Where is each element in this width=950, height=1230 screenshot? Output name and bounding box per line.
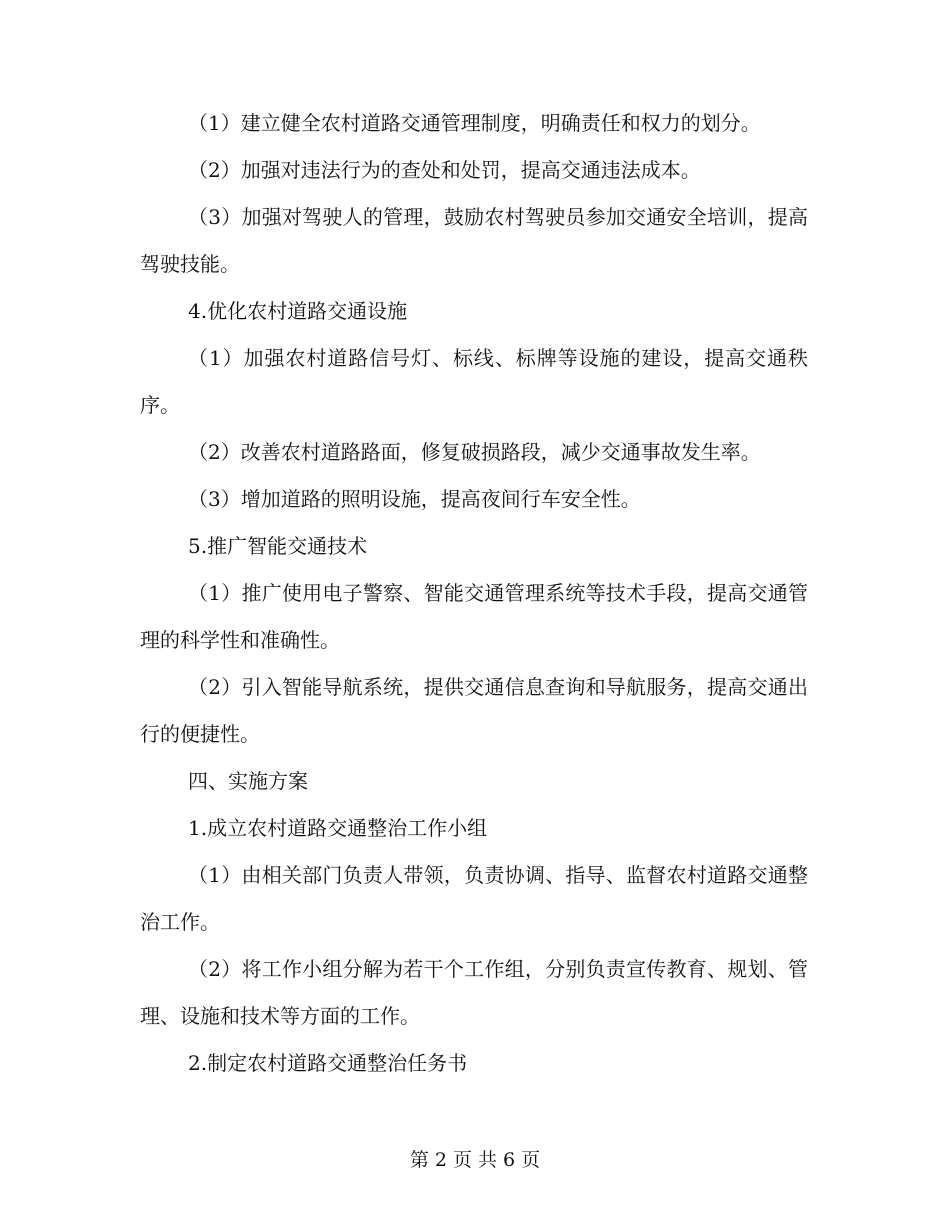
document-body [140, 100, 808, 1087]
paragraph: （1）加强农村道路信号灯、标线、标牌等设施的建设，提高交通秩序。 [140, 346, 808, 417]
paragraph: （2）改善农村道路路面，修复破损路段，减少交通事故发生率。 [188, 440, 761, 464]
paragraph: （2）加强对违法行为的查处和处罚，提高交通违法成本。 [188, 158, 701, 182]
section-heading: 2.制定农村道路交通整治任务书 [188, 1051, 468, 1075]
section-heading: 1.成立农村道路交通整治工作小组 [188, 816, 488, 840]
paragraph: （1）由相关部门负责人带领，负责协调、指导、监督农村道路交通整治工作。 [140, 863, 808, 934]
page-number: 第 2 页 共 6 页 [409, 1149, 541, 1171]
paragraph: （1）推广使用电子警察、智能交通管理系统等技术手段，提高交通管理的科学性和准确性。 [140, 581, 808, 652]
section-heading: 5.推广智能交通技术 [188, 534, 368, 558]
paragraph: （3）加强对驾驶人的管理，鼓励农村驾驶员参加交通安全培训，提高驾驶技能。 [140, 205, 808, 276]
paragraph: （1）建立健全农村道路交通管理制度，明确责任和权力的划分。 [188, 111, 761, 135]
section-heading: 4.优化农村道路交通设施 [188, 299, 408, 323]
paragraph: （3）增加道路的照明设施，提高夜间行车安全性。 [188, 487, 641, 511]
paragraph: （2）引入智能导航系统，提供交通信息查询和导航服务，提高交通出行的便捷性。 [140, 675, 808, 746]
paragraph: （2）将工作小组分解为若干个工作组，分别负责宣传教育、规划、管理、设施和技术等方面的工作。 [140, 957, 808, 1028]
chapter-heading: 四、实施方案 [188, 769, 308, 793]
